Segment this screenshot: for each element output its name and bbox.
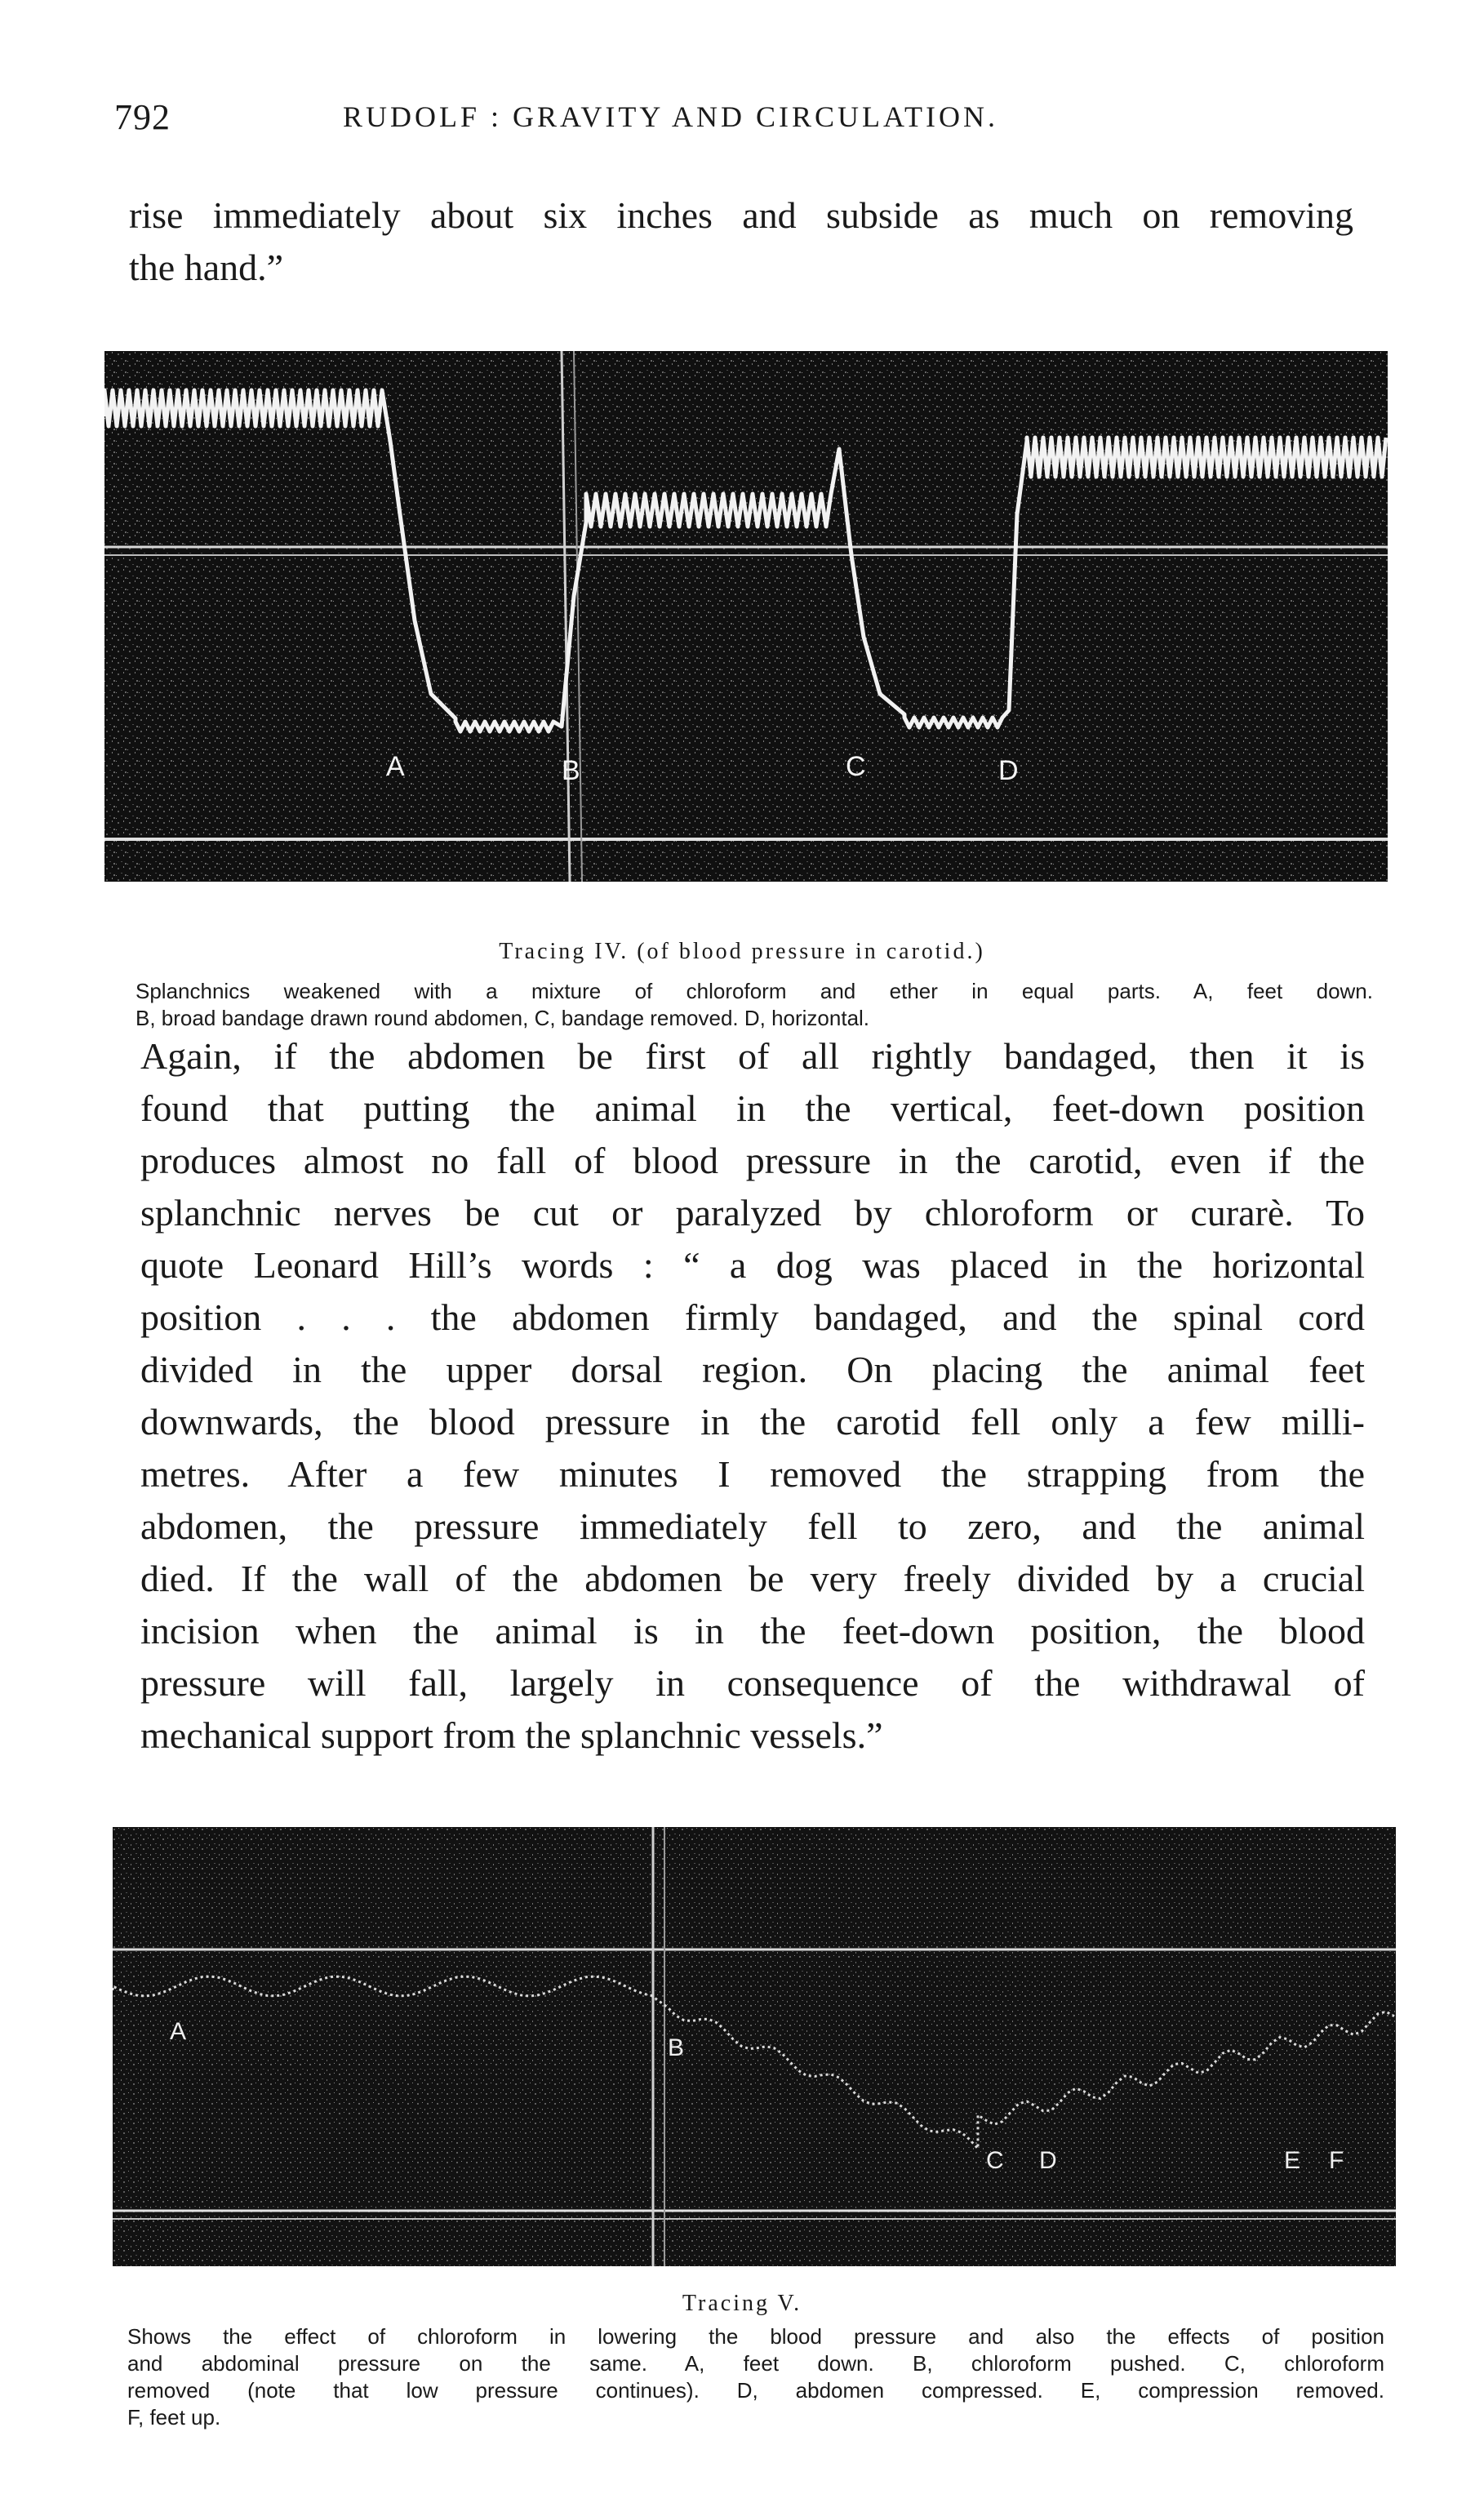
text-line: produces almost no fall of blood pressure in the carotid, even if the: [140, 1140, 1365, 1181]
text-line: incision when the animal is in the feet-down position, the blood: [140, 1610, 1365, 1652]
tracing-v-graph: [113, 1827, 1396, 2266]
tracing-v-caption: [127, 2323, 1384, 2431]
tracing-v-caption-title: Tracing V.: [682, 2291, 802, 2316]
page-number: 792: [114, 97, 171, 137]
text-line: quote Leonard Hill’s words : “ a dog was placed in the horizontal: [140, 1244, 1365, 1286]
marker-label: B: [562, 755, 580, 786]
text-line: died. If the wall of the abdomen be very freely divided by a crucial: [140, 1558, 1365, 1599]
running-header: [114, 96, 1371, 153]
caption-line: F, feet up.: [127, 2405, 221, 2430]
tracing-iv-caption-title: Tracing IV. (of blood pressure in carotid.): [499, 939, 985, 964]
top-paragraph: [129, 189, 1353, 294]
text-line: pressure will fall, largely in consequence of the withdrawal of: [140, 1662, 1365, 1704]
marker-label: A: [386, 751, 405, 782]
text-line: rise immediately about six inches and subside as much on removing: [129, 194, 1353, 236]
marker-label: B: [668, 2034, 685, 2061]
marker-label: E: [1284, 2147, 1301, 2174]
tracing-iv-caption: [136, 978, 1373, 1032]
text-line: position . . . the abdomen firmly bandaged, and the spinal cord: [140, 1296, 1365, 1338]
marker-label: F: [1329, 2147, 1344, 2174]
text-line: abdomen, the pressure immediately fell to zero, and the animal: [140, 1505, 1365, 1547]
text-line: mechanical support from the splanchnic vessels.”: [140, 1714, 883, 1756]
text-line: downwards, the blood pressure in the carotid fell only a few milli-: [140, 1401, 1365, 1443]
marker-label: D: [1039, 2147, 1057, 2174]
marker-label: D: [998, 755, 1019, 786]
text-line: metres. After a few minutes I removed the strapping from the: [140, 1453, 1365, 1495]
caption-line: B, broad bandage drawn round abdomen, C, bandage removed. D, horizontal.: [136, 1006, 870, 1030]
caption-line: Splanchnics weakened with a mixture of chloroform and ether in equal parts. A, feet down.: [136, 979, 1373, 1003]
caption-line: removed (note that low pressure continues). D, abdomen compressed. E, compression removed.: [127, 2378, 1384, 2403]
marker-label: C: [846, 751, 866, 782]
tracing-v-image: [113, 1827, 1396, 2266]
text-line: found that putting the animal in the vertical, feet-down position: [140, 1087, 1365, 1129]
text-line: the hand.”: [129, 247, 284, 288]
tracing-iv-graph: [104, 351, 1388, 882]
text-line: splanchnic nerves be cut or paralyzed by chloroform or curarè. To: [140, 1192, 1365, 1234]
marker-label: C: [986, 2147, 1004, 2174]
caption-line: Shows the effect of chloroform in lowering the blood pressure and also the effects of position: [127, 2324, 1384, 2349]
main-paragraph: [140, 1030, 1365, 1762]
text-line: divided in the upper dorsal region. On placing the animal feet: [140, 1349, 1365, 1390]
caption-line: and abdominal pressure on the same. A, feet down. B, chloroform pushed. C, chloroform: [127, 2351, 1384, 2376]
tracing-iv-image: [104, 351, 1388, 882]
marker-label: A: [170, 2018, 187, 2045]
text-line: Again, if the abdomen be first of all rightly bandaged, then it is: [140, 1035, 1365, 1077]
running-head-title: RUDOLF : GRAVITY AND CIRCULATION.: [343, 100, 999, 133]
